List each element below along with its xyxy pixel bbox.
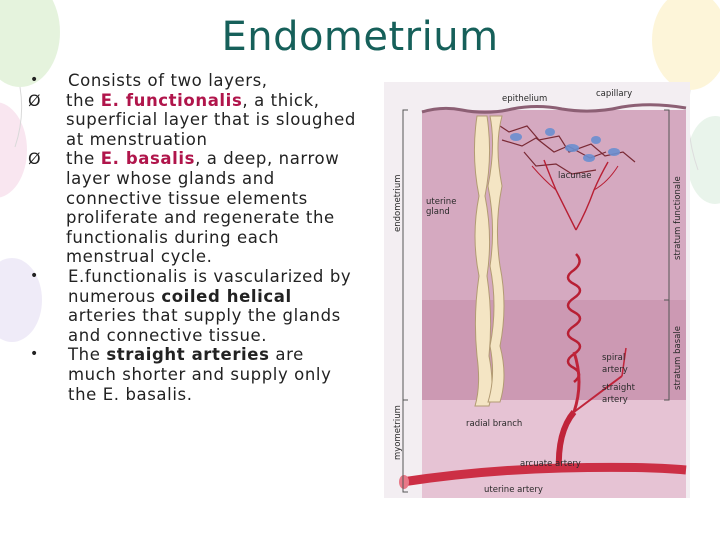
term-functionalis: E. functionalis [100,90,243,110]
endometrium-illustration [384,82,690,498]
bullet-item [28,149,358,267]
label-uterine-artery: uterine artery [484,485,543,495]
label-myometrium: myometrium [393,405,403,460]
arrow-bullet-marker: Ø [28,149,42,169]
bullet-text: Consists of two layers, [68,71,268,90]
label-radial-branch: radial branch [466,419,523,429]
label-lacunae: lacunae [558,171,592,181]
term-basalis: E. basalis [100,149,196,169]
label-straight-artery-2: artery [602,395,628,405]
balloon-decoration [0,102,27,198]
label-epithelium: epithelium [502,94,548,104]
bullet-item [28,71,358,91]
label-straight-artery-1: straight [602,383,635,393]
arrow-bullet-marker: Ø [28,90,42,110]
label-uterine-gland-2: gland [426,207,450,217]
label-stratum-basale: stratum basale [673,326,683,390]
label-stratum-functionale: stratum functionale [673,176,683,260]
balloon-decoration [687,116,720,204]
bullet-marker: • [30,346,39,363]
label-uterine-gland-1: uterine [426,197,457,207]
bullet-text: The straight arteries are much shorter and supply only the E. basalis. [68,345,332,404]
bullet-item [28,345,358,404]
bullet-list [28,71,358,404]
slide-title: Endometrium [221,14,499,60]
term-straight-arteries: straight arteries [106,345,270,365]
label-spiral-artery-1: spiral [602,353,626,363]
term-coiled-helical: coiled helical [161,286,292,306]
bullet-item [28,267,358,345]
bullet-marker: • [30,72,39,88]
bullet-text: E.functionalis is vascularized by numerous coiled helical arteries that supply the glands and connective tissue. [68,266,352,345]
bullet-marker: • [30,267,39,284]
bullet-text: the E. basalis, a deep, narrow layer whose glands and connective tissue elements proliferate and regenerate the functionalis during each menstrual cycle. [66,149,340,267]
bullet-item [28,91,358,150]
label-endometrium: endometrium [393,174,403,232]
label-arcuate-artery: arcuate artery [520,459,581,469]
label-spiral-artery-2: artery [602,365,628,375]
bullet-text: the E. functionalis, a thick, superficial layer that is sloughed at menstruation [66,90,356,149]
label-capillary: capillary [596,89,633,99]
